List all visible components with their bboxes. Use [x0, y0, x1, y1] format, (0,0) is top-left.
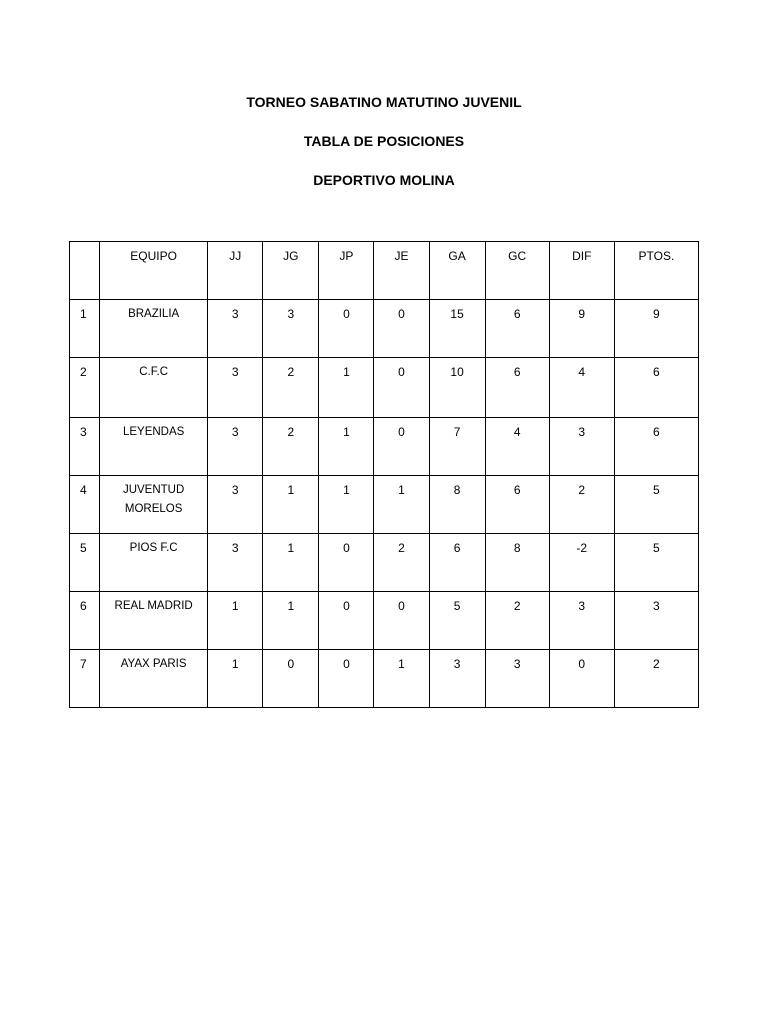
stat-cell: 1 [208, 650, 263, 708]
stat-cell: 1 [374, 476, 429, 534]
stat-cell: 0 [549, 650, 614, 708]
stat-cell: 3 [208, 300, 263, 358]
stat-cell: 1 [319, 358, 374, 418]
stat-cell: 5 [614, 534, 698, 592]
stat-cell: 6 [485, 358, 549, 418]
stat-cell: 3 [208, 476, 263, 534]
position-cell: 6 [70, 592, 100, 650]
stat-cell: 0 [374, 592, 429, 650]
team-name-cell: LEYENDAS [100, 418, 208, 476]
column-header: JE [374, 242, 429, 300]
position-cell: 3 [70, 418, 100, 476]
stat-cell: 2 [263, 358, 319, 418]
stat-cell: 2 [485, 592, 549, 650]
team-name-cell: C.F.C [100, 358, 208, 418]
stat-cell: 4 [485, 418, 549, 476]
stat-cell: 0 [319, 300, 374, 358]
stat-cell: 0 [374, 418, 429, 476]
stat-cell: 1 [263, 592, 319, 650]
position-cell: 7 [70, 650, 100, 708]
column-header: PTOS. [614, 242, 698, 300]
stat-cell: 1 [263, 534, 319, 592]
stat-cell: 6 [614, 358, 698, 418]
stat-cell: 5 [429, 592, 485, 650]
stat-cell: 7 [429, 418, 485, 476]
venue-heading: DEPORTIVO MOLINA [313, 172, 455, 188]
team-name-cell: REAL MADRID [100, 592, 208, 650]
stat-cell: 15 [429, 300, 485, 358]
column-header [70, 242, 100, 300]
stat-cell: 4 [549, 358, 614, 418]
stat-cell: 1 [263, 476, 319, 534]
stat-cell: 0 [374, 300, 429, 358]
stat-cell: 2 [549, 476, 614, 534]
document-title: TORNEO SABATINO MATUTINO JUVENIL [246, 94, 522, 110]
table-row [70, 418, 699, 476]
position-cell: 4 [70, 476, 100, 534]
table-row [70, 300, 699, 358]
team-name-cell: JUVENTUD MORELOS [100, 476, 208, 534]
table-row [70, 358, 699, 418]
column-header: JP [319, 242, 374, 300]
standings-table [69, 241, 699, 708]
stat-cell: 2 [374, 534, 429, 592]
stat-cell: 9 [614, 300, 698, 358]
table-row [70, 650, 699, 708]
stat-cell: 6 [485, 300, 549, 358]
table-row [70, 476, 699, 534]
stat-cell: 3 [208, 418, 263, 476]
stat-cell: 3 [208, 534, 263, 592]
stat-cell: 3 [208, 358, 263, 418]
column-header: EQUIPO [100, 242, 208, 300]
team-name-cell: PIOS F.C [100, 534, 208, 592]
stat-cell: 1 [374, 650, 429, 708]
stat-cell: 2 [263, 418, 319, 476]
stat-cell: 10 [429, 358, 485, 418]
stat-cell: 9 [549, 300, 614, 358]
stat-cell: 2 [614, 650, 698, 708]
stat-cell: 1 [208, 592, 263, 650]
position-cell: 1 [70, 300, 100, 358]
stat-cell: 3 [429, 650, 485, 708]
stat-cell: 3 [263, 300, 319, 358]
stat-cell: 6 [429, 534, 485, 592]
column-header: GA [429, 242, 485, 300]
stat-cell: 0 [319, 592, 374, 650]
stat-cell: 3 [485, 650, 549, 708]
column-header: DIF [549, 242, 614, 300]
position-cell: 5 [70, 534, 100, 592]
stat-cell: 6 [485, 476, 549, 534]
stat-cell: 3 [549, 592, 614, 650]
column-header: JJ [208, 242, 263, 300]
column-header: GC [485, 242, 549, 300]
table-row [70, 592, 699, 650]
stat-cell: 3 [614, 592, 698, 650]
stat-cell: 0 [263, 650, 319, 708]
stat-cell: 1 [319, 476, 374, 534]
position-cell: 2 [70, 358, 100, 418]
stat-cell: 8 [485, 534, 549, 592]
team-name-cell: BRAZILIA [100, 300, 208, 358]
stat-cell: -2 [549, 534, 614, 592]
document-subtitle: TABLA DE POSICIONES [303, 133, 465, 149]
table-row [70, 534, 699, 592]
stat-cell: 0 [319, 650, 374, 708]
stat-cell: 5 [614, 476, 698, 534]
stat-cell: 1 [319, 418, 374, 476]
stat-cell: 3 [549, 418, 614, 476]
stat-cell: 0 [374, 358, 429, 418]
stat-cell: 8 [429, 476, 485, 534]
stat-cell: 6 [614, 418, 698, 476]
team-name-cell: AYAX PARIS [100, 650, 208, 708]
table-header-row [70, 242, 699, 300]
stat-cell: 0 [319, 534, 374, 592]
column-header: JG [263, 242, 319, 300]
